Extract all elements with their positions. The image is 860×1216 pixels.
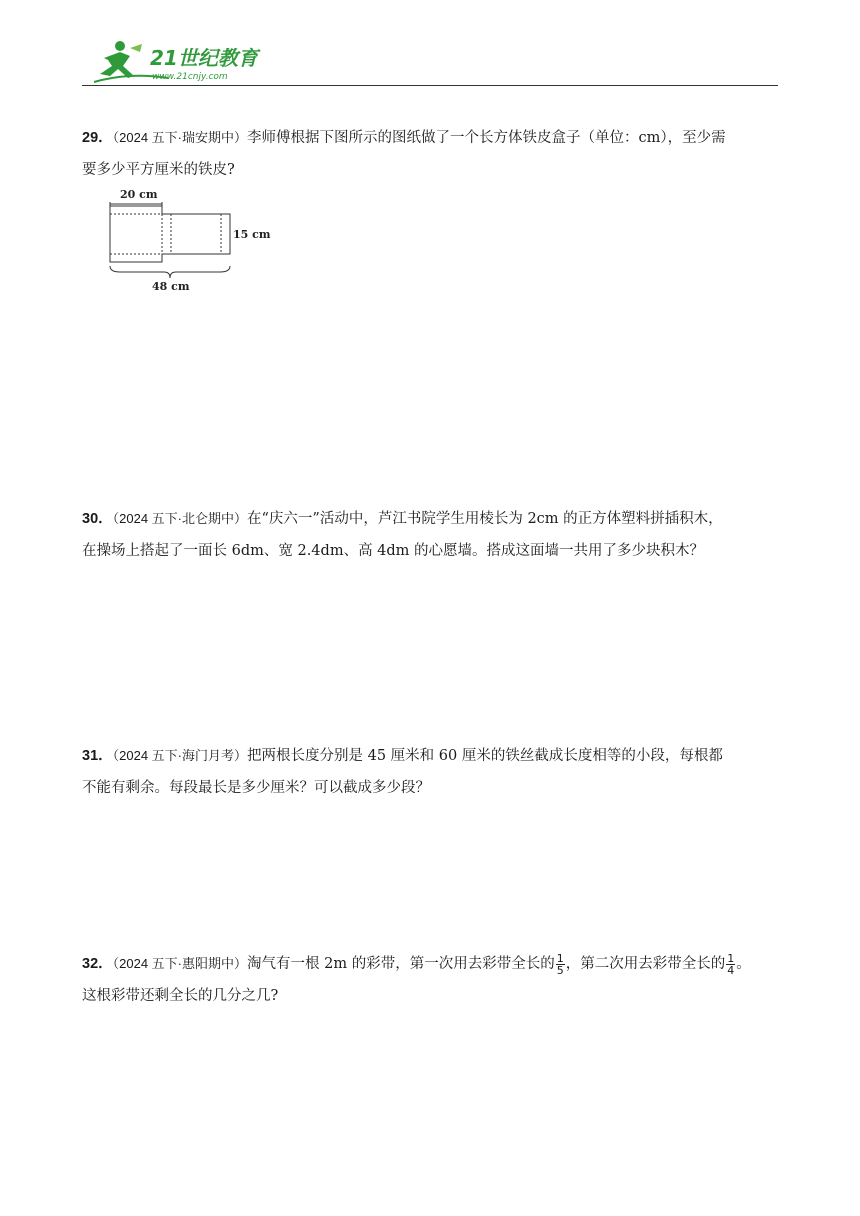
label-bottom: 48 cm: [152, 280, 190, 293]
question-number: 31．: [82, 748, 113, 764]
page-header: [82, 34, 778, 86]
question-text: 把两根长度分别是 45 厘米和 60 厘米的铁丝截成长度相等的小段，每根都: [247, 748, 723, 764]
question-30: [82, 503, 782, 567]
logo-text: 21世纪教育: [150, 46, 258, 70]
box-net-figure: [100, 186, 280, 296]
question-29: [82, 122, 782, 186]
fraction: [726, 953, 735, 976]
question-text: ，第二次用去彩带全长的: [565, 956, 726, 972]
label-top: 20 cm: [120, 188, 158, 201]
question-number: 29．: [82, 130, 113, 146]
question-31: [82, 740, 782, 804]
question-text: 这根彩带还剩全长的几分之几?: [82, 988, 279, 1004]
question-30-line1: [82, 503, 782, 535]
logo: [90, 38, 270, 84]
question-source: （2024 五下·惠阳期中）: [112, 956, 248, 971]
question-number: 30．: [82, 511, 113, 527]
bottom-brace: [110, 266, 230, 278]
fraction-denominator: 4: [727, 963, 735, 977]
question-number: 32．: [82, 956, 113, 972]
fraction-numerator: 1: [727, 951, 735, 965]
fraction-numerator: 1: [556, 951, 564, 965]
question-text: 李师傅根据下图所示的图纸做了一个长方体铁皮盒子（单位：cm），至少需: [247, 130, 726, 146]
question-text: 淘气有一根 2m 的彩带，第一次用去彩带全长的: [247, 956, 555, 972]
question-source: （2024 五下·瑞安期中）: [112, 130, 248, 145]
question-text: 。: [736, 956, 751, 972]
question-31-line1: [82, 740, 782, 772]
question-29-line1: [82, 122, 782, 154]
header-divider: [82, 85, 778, 86]
question-text: 在“庆六一”活动中，芦江书院学生用棱长为 2cm 的正方体塑料拼插积木，: [247, 511, 723, 527]
question-32: [82, 948, 792, 1012]
fraction-denominator: 5: [556, 963, 564, 977]
fraction: [556, 953, 565, 976]
question-text: 在操场上搭起了一面长 6dm、宽 2.4dm、高 4dm 的心愿墙。搭成这面墙一共用了多少块积木？: [82, 543, 705, 559]
question-source: （2024 五下·北仑期中）: [112, 511, 248, 526]
label-right: 15 cm: [233, 228, 271, 241]
question-source: （2024 五下·海门月考）: [112, 748, 248, 763]
logo-url: www.21cnjy.com: [152, 72, 228, 82]
question-32-line1: [82, 948, 792, 980]
question-text: 要多少平方厘米的铁皮?: [82, 162, 235, 178]
question-text: 不能有剩余。每段最长是多少厘米？可以截成多少段？: [82, 780, 430, 796]
